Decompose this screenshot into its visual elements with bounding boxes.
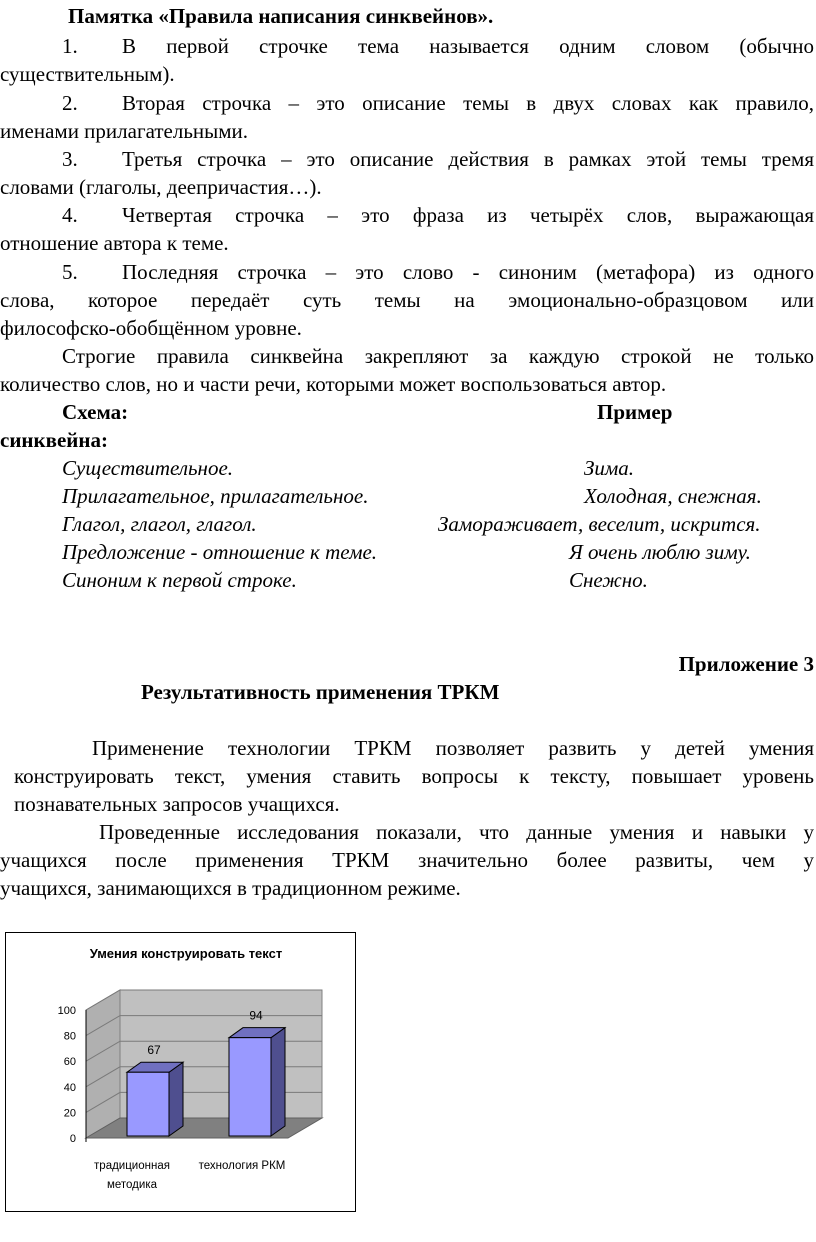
item-text-cont: именами прилагательными.	[0, 119, 249, 143]
y-tick-label: 100	[57, 1005, 76, 1017]
item-text-cont: слова, которое передаёт суть темы на эмоционально-образцовом или	[0, 288, 814, 312]
item-text-cont: отношение автора к теме.	[0, 231, 229, 255]
item-number: 4.	[62, 203, 78, 227]
bar-value-label: 94	[249, 1008, 263, 1023]
paragraph-line: познавательных запросов учащихся.	[14, 792, 340, 816]
item-text: Третья строчка – это описание действия в рамках этой темы тремя	[122, 147, 814, 171]
scheme-line: Прилагательное, прилагательное.	[62, 484, 369, 508]
example-line: Зима.	[584, 456, 635, 480]
paragraph-line: Проведенные исследования показали, что данные умения и навыки у	[99, 820, 814, 844]
item-text-cont: словами (глаголы, деепричастия…).	[0, 175, 322, 199]
item-text-cont: существительным).	[0, 62, 175, 86]
example-line: Замораживает, веселит, искрится.	[438, 512, 761, 536]
memo-title: Памятка «Правила написания синквейнов».	[68, 4, 494, 28]
x-tick-label: технология РКМ	[198, 1160, 286, 1172]
item-number: 2.	[62, 91, 78, 115]
x-tick-label: методика	[106, 1179, 158, 1191]
bar-value-label: 67	[147, 1043, 161, 1058]
item-number: 1.	[62, 34, 78, 58]
paragraph-line: учащихся после применения ТРКМ значительно более развиты, чем у	[0, 848, 814, 872]
bar-side	[271, 1028, 285, 1136]
scheme-line: Глагол, глагол, глагол.	[62, 512, 257, 536]
y-tick-label: 20	[63, 1107, 76, 1120]
paragraph-line: количество слов, но и части речи, которыми может воспользоваться автор.	[0, 372, 667, 396]
item-text: В первой строчке тема называется одним словом (обычно	[122, 34, 814, 58]
bar	[229, 1038, 271, 1136]
scheme-line: Синоним к первой строке.	[62, 568, 297, 592]
item-text-cont: философско-обобщённом уровне.	[0, 316, 302, 340]
paragraph-line: Строгие правила синквейна закрепляют за каждую строкой не только	[62, 344, 814, 368]
appendix-title: Результативность применения ТРКМ	[141, 680, 500, 704]
paragraph-line: конструировать текст, умения ставить вопросы к тексту, повышает уровень	[14, 764, 814, 788]
y-tick-label: 60	[63, 1056, 76, 1069]
paragraph-line: Применение технологии ТРКМ позволяет развить у детей умения	[92, 736, 814, 760]
y-tick-label: 40	[63, 1081, 76, 1094]
item-text: Вторая строчка – это описание темы в двух словах как правило,	[122, 91, 814, 115]
bar-side	[169, 1062, 183, 1136]
example-line: Холодная, снежная.	[584, 484, 762, 508]
item-number: 3.	[62, 147, 78, 171]
x-tick-label: традиционная	[94, 1160, 170, 1172]
example-line: Снежно.	[569, 568, 648, 592]
chart-side-wall	[86, 990, 120, 1138]
item-text: Последняя строчка – это слово - синоним (метафора) из одного	[122, 260, 814, 284]
paragraph-line: учащихся, занимающихся в традиционном режиме.	[0, 876, 461, 900]
example-label-cont: синквейна:	[0, 428, 108, 452]
item-text: Четвертая строчка – это фраза из четырёх слов, выражающая	[122, 203, 814, 227]
scheme-line: Существительное.	[62, 456, 234, 480]
scheme-label: Схема:	[62, 400, 129, 424]
y-tick-label: 0	[69, 1133, 76, 1145]
scheme-line: Предложение - отношение к теме.	[62, 540, 378, 564]
chart-floor	[86, 1118, 322, 1138]
chart-title: Умения конструировать текст	[89, 946, 283, 961]
bar-chart	[5, 932, 356, 1212]
chart-canvas	[6, 933, 355, 1211]
bar	[127, 1072, 169, 1136]
appendix-label: Приложение 3	[678, 652, 814, 676]
y-tick-label: 80	[63, 1030, 76, 1043]
example-line: Я очень люблю зиму.	[569, 540, 751, 564]
example-label: Пример	[597, 400, 673, 424]
item-number: 5.	[62, 260, 78, 284]
